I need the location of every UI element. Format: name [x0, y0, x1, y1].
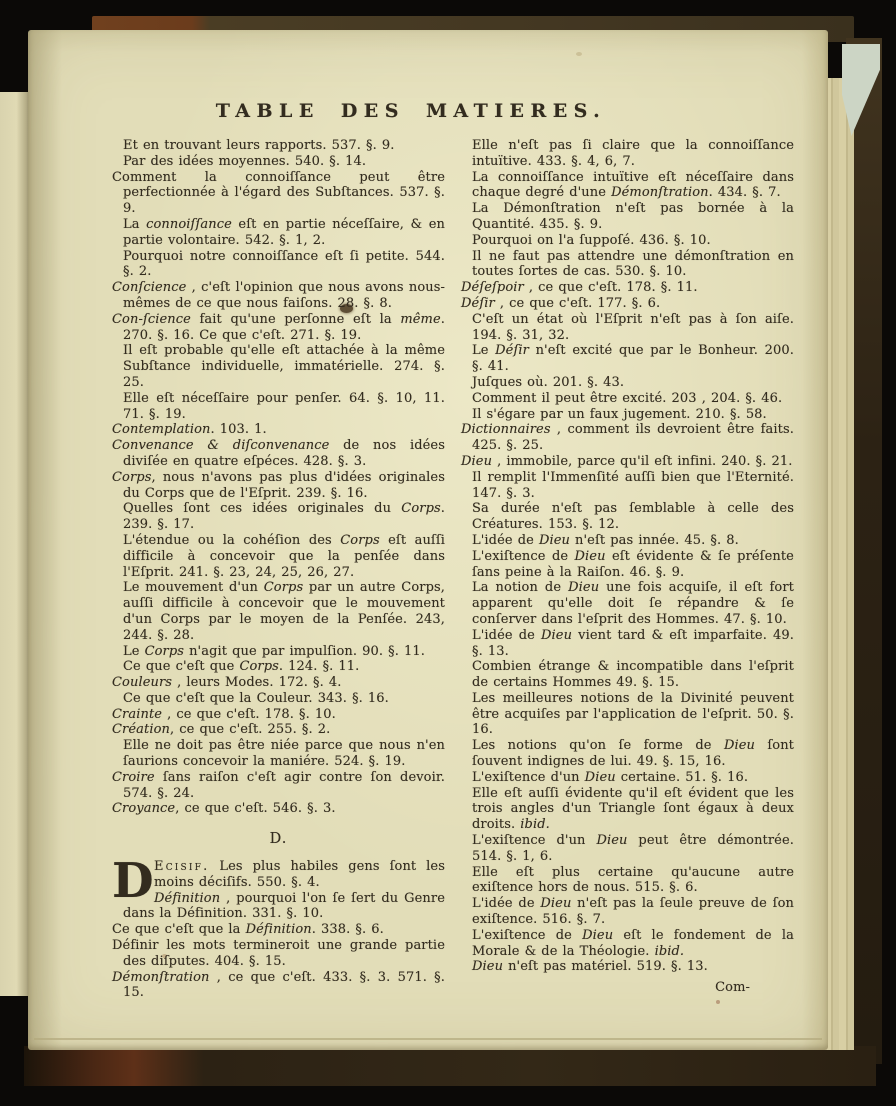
index-entry: Les meilleures notions de la Divinité peuvent être acquiſes par l'application de l'eſprit. 50. §. 16. [472, 690, 794, 738]
index-entry: Création, ce que c'eſt. 255. §. 2. [112, 722, 331, 738]
index-entry: Définir les mots termineroit une grande partie des diſputes. 404. §. 15. [112, 938, 445, 969]
index-entry: Con-ſcience fait qu'une perſonne eſt la même. 270. §. 16. Ce que c'eſt. 271. §. 19. [112, 311, 445, 343]
left-column [112, 138, 445, 1009]
index-entry: Ce que c'eſt que la Couleur. 343. §. 16. [123, 690, 389, 706]
index-entry: Combien étrange & incompatible dans l'eſprit de certains Hommes 49. §. 15. [472, 659, 794, 691]
index-entry: Les notions qu'on ſe forme de Dieu ſont ſouvent indignes de lui. 49. §. 15, 16. [472, 738, 795, 770]
smallcaps-headword: Ecisif. [154, 859, 210, 875]
index-entry: Déſeſpoir , ce que c'eſt. 178. §. 11. [461, 280, 698, 296]
index-entry: Elle eſt auſſi évidente qu'il eſt évident que les trois angles d'un Triangle ſont égaux à deux droits. ibid. [472, 785, 794, 833]
index-entry: Définition , pourquoi l'on ſe ſert du Genre dans la Définition. 331. §. 10. [123, 890, 445, 922]
index-entry: Pourquoi notre connoiſſance eſt ſi petite. 544. §. 2. [123, 248, 445, 280]
index-entry: L'idée de Dieu n'eſt pas la ſeule preuve de ſon exiſtence. 516. §. 7. [472, 896, 794, 928]
foxing-spot [576, 52, 582, 56]
index-entry: Et en trouvant leurs rapports. 537. §. 9. [123, 138, 395, 153]
catchword: Com- [715, 980, 750, 996]
book-cover-bottom-edge [24, 1046, 876, 1086]
index-entry: Contemplation. 103. 1. [112, 422, 267, 438]
index-entry: Convenance & diſconvenance de nos idées diviſée en quatre eſpéces. 428. §. 3. [112, 438, 445, 469]
index-entry: L'exiſtence d'un Dieu certaine. 51. §. 16. [472, 769, 749, 785]
index-entry: Démonſtration , ce que c'eſt. 433. §. 3. 571. §. 15. [112, 969, 445, 1001]
index-entry: Ce que c'eſt que la Définition. 338. §. 6. [112, 922, 384, 938]
index-entry: Elle ne doit pas être niée parce que nous n'en ſaurions concevoir la maniére. 524. §. 19. [123, 738, 445, 770]
entry-text: Les plus habiles gens ſont les moins déciſifs. 550. §. 4. [154, 859, 445, 890]
index-entry: Conſcience , c'eſt l'opinion que nous avons nous-mêmes de ce que nous faiſons. 28. §. 8. [112, 280, 445, 311]
index-entry: Dictionnaires , comment ils devroient être faits. 425. §. 25. [461, 422, 794, 454]
index-entry: La connoiſſance eſt en partie néceſſaire, & en partie volontaire. 542. §. 1, 2. [123, 216, 445, 248]
fore-edge-page-stack [824, 78, 854, 1050]
index-entry: Comment la connoiſſance peut être perfectionnée à l'égard des Subſtances. 537. §. 9. [112, 169, 445, 217]
index-entry: Par des idées moyennes. 540. §. 14. [123, 153, 367, 169]
index-entry: La Démonſtration n'eſt pas bornée à la Quantité. 435. §. 9. [472, 201, 794, 232]
index-entry: Crainte , ce que c'eſt. 178. §. 10. [112, 706, 336, 722]
index-entry: Le Déſir n'eſt excité que par le Bonheur. 200. §. 41. [472, 343, 794, 375]
index-entry: Corps, nous n'avons pas plus d'idées originales du Corps que de l'Eſprit. 239. §. 16. [112, 469, 445, 501]
index-entry: Elle eſt plus certaine qu'aucune autre exiſtence hors de nous. 515. §. 6. [472, 864, 794, 896]
index-entry: Dieu n'eſt pas matériel. 519. §. 13. [472, 959, 708, 975]
book-page [28, 30, 828, 1050]
index-entry: L'idée de Dieu vient tard & eſt imparfaite. 49. §. 13. [472, 627, 795, 659]
two-column-index [112, 138, 794, 1009]
index-entry: Sa durée n'eſt pas ſemblable à celle des Créatures. 153. §. 12. [472, 501, 794, 533]
index-entry-list [112, 138, 445, 817]
index-entry: Couleurs , leurs Modes. 172. §. 4. [112, 675, 342, 691]
index-entry: Le Corps n'agit que par impulſion. 90. §. 11. [123, 643, 425, 659]
index-entry: Pourquoi on l'a ſuppoſé. 436. §. 10. [472, 232, 711, 248]
index-entry: Elle eſt néceſſaire pour penſer. 64. §. 10, 11. 71. §. 19. [123, 390, 445, 422]
index-entry: L'idée de Dieu n'eſt pas innée. 45. §. 8. [472, 532, 739, 548]
index-entry: Le mouvement d'un Corps par un autre Corps, auſſi difficile à concevoir que le mouvement d'un Corps par le moyen de la Penſée. 243, 244. §. 28. [123, 580, 445, 643]
index-entry-list [112, 922, 445, 1001]
index-entry-list [112, 891, 445, 923]
index-entry: Ce que c'eſt que Corps. 124. §. 11. [123, 659, 360, 675]
page-content [112, 100, 794, 1009]
page-edge-line [34, 1038, 822, 1040]
index-entry: Il remplit l'Immenſité auſſi bien que l'Eternité. 147. §. 3. [472, 469, 794, 501]
index-entry: Croire ſans raiſon c'eſt agir contre ſon devoir. 574. §. 24. [112, 769, 445, 801]
index-entry: Juſques où. 201. §. 43. [472, 374, 625, 390]
index-entry-list [461, 138, 794, 975]
index-entry: Elle n'eſt pas ſi claire que la connoiſſance intuïtive. 433. §. 4, 6, 7. [472, 138, 794, 169]
index-entry: L'exiſtence de Dieu eſt le fondement de la Morale & de la Théologie. ibid. [472, 927, 794, 959]
index-entry: C'eſt un état où l'Eſprit n'eſt pas à ſon aiſe. 194. §. 31, 32. [472, 311, 794, 343]
index-entry: L'étendue ou la cohéſion des Corps eſt auſſi difficile à concevoir que la penſée dans l'Eſprit. 241. §. 23, 24, 25, 26, 27. [123, 532, 445, 580]
index-entry: La connoiſſance intuïtive eſt néceſſaire dans chaque degré d'une Démonſtration. 434. §. 7. [472, 169, 794, 201]
index-entry: Dieu , immobile, parce qu'il eſt infini. 240. §. 21. [461, 453, 793, 469]
index-entry: Comment il peut être excité. 203 , 204. §. 46. [472, 390, 783, 406]
index-entry: L'exiſtence d'un Dieu peut être démontrée. 514. §. 1, 6. [472, 833, 794, 864]
index-entry: Quelles ſont ces idées originales du Corps. 239. §. 17. [123, 501, 445, 533]
index-entry: Croyance, ce que c'eſt. 546. §. 3. [112, 801, 336, 817]
index-entry: La notion de Dieu une fois acquiſe, il eſt fort apparent qu'elle doit ſe répandre & ſe conſerver dans l'eſprit des Hommes. 47. §. 10. [472, 580, 794, 627]
index-entry: Il s'égare par un faux jugement. 210. §. 58. [472, 406, 767, 422]
right-column [461, 138, 794, 1009]
index-entry: Déſir , ce que c'eſt. 177. §. 6. [461, 295, 661, 311]
drop-cap-letter: D [112, 853, 154, 910]
section-heading-d: D. [269, 831, 288, 848]
facing-page-sliver [0, 92, 30, 996]
index-entry: Il ne faut pas attendre une démonſtration en toutes ſortes de cas. 530. §. 10. [472, 248, 794, 280]
index-entry [112, 859, 445, 891]
page-title: TABLE DES MATIERES. [215, 100, 607, 122]
index-entry: Il eſt probable qu'elle eſt attachée à la même Subſtance individuelle, immatérielle. 274. §. 25. [123, 343, 445, 390]
section-d-dropcap-block [112, 853, 445, 922]
index-entry: L'exiſtence de Dieu eſt évidente & ſe préſente ſans peine à la Raiſon. 46. §. 9. [472, 548, 794, 580]
